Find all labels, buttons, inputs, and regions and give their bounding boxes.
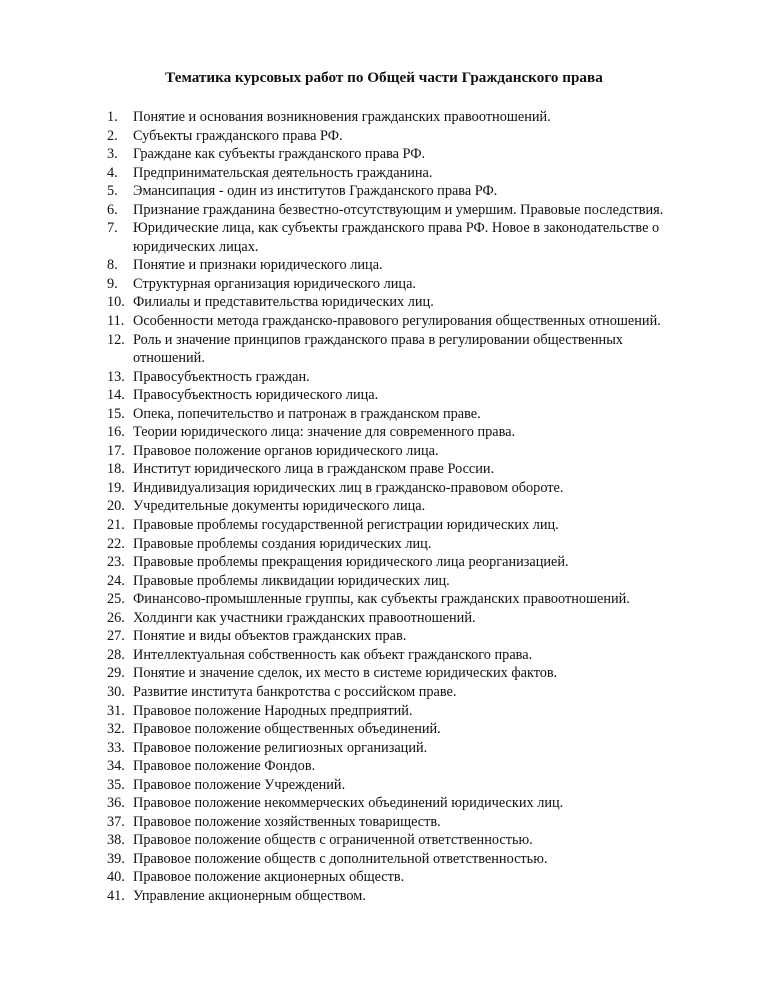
item-number: 41.	[107, 887, 125, 904]
item-text: Теории юридического лица: значение для современного права.	[133, 424, 516, 441]
list-item	[107, 739, 727, 758]
item-number: 35.	[107, 776, 125, 793]
list-item	[107, 590, 727, 609]
item-number: 37.	[107, 813, 125, 830]
item-number: 10.	[107, 294, 125, 311]
item-text: Финансово-промышленные группы, как субъекты гражданских правоотношений.	[133, 591, 630, 608]
item-number: 15.	[107, 405, 125, 422]
item-text: Граждане как субъекты гражданского права РФ.	[133, 146, 426, 163]
list-item	[107, 145, 727, 164]
list-item	[107, 127, 727, 146]
item-text: Индивидуализация юридических лиц в гражданско-правовом обороте.	[133, 479, 564, 496]
item-number: 13.	[107, 368, 125, 385]
item-number: 23.	[107, 554, 125, 571]
item-text: Признание гражданина безвестно-отсутствующим и умершим. Правовые последствия.	[133, 201, 664, 218]
item-number: 11.	[107, 313, 125, 330]
document-title: Тематика курсовых работ по Общей части Гражданского права	[165, 69, 603, 86]
item-number: 9.	[107, 275, 118, 292]
item-text: Правовое положение религиозных организаций.	[133, 739, 428, 756]
list-item	[107, 702, 727, 721]
list-item	[107, 757, 727, 776]
item-number: 14.	[107, 387, 125, 404]
list-item	[107, 293, 727, 312]
item-number: 25.	[107, 591, 125, 608]
list-item	[107, 405, 727, 424]
item-number: 36.	[107, 795, 125, 812]
list-item	[107, 312, 727, 331]
item-number: 29.	[107, 665, 125, 682]
item-number: 17.	[107, 442, 125, 459]
item-number: 19.	[107, 479, 125, 496]
item-number: 18.	[107, 461, 125, 478]
item-number: 4.	[107, 164, 118, 181]
item-number: 31.	[107, 702, 125, 719]
list-item	[107, 535, 727, 554]
list-item	[107, 497, 727, 516]
list-item	[107, 850, 727, 869]
item-number: 32.	[107, 721, 125, 738]
item-number: 2.	[107, 127, 118, 144]
list-item	[107, 683, 727, 702]
item-text: Структурная организация юридического лица.	[133, 275, 416, 292]
item-number: 34.	[107, 758, 125, 775]
list-item	[107, 201, 727, 220]
item-number: 28.	[107, 646, 125, 663]
item-number: 39.	[107, 850, 125, 867]
item-text: Правовое положение Народных предприятий.	[133, 702, 413, 719]
item-text: Правовые проблемы прекращения юридического лица реорганизацией.	[133, 554, 569, 571]
item-number: 26.	[107, 609, 125, 626]
item-text: Юридические лица, как субъекты гражданского права РФ. Новое в законодательстве о	[133, 220, 660, 237]
list-item	[107, 664, 727, 683]
item-text: Развитие института банкротства с российском праве.	[133, 683, 457, 700]
item-number: 22.	[107, 535, 125, 552]
list-item	[107, 386, 727, 405]
item-text: Правовое положение органов юридического лица.	[133, 442, 439, 459]
list-item	[107, 572, 727, 591]
item-text: Предпринимательская деятельность гражданина.	[133, 164, 433, 181]
item-text: Понятие и виды объектов гражданских прав.	[133, 628, 407, 645]
list-item	[107, 813, 727, 832]
item-text: Правосубъектность юридического лица.	[133, 387, 379, 404]
item-text: Понятие и основания возникновения гражданских правоотношений.	[133, 109, 551, 125]
item-text: Правовые проблемы создания юридических лиц.	[133, 535, 432, 552]
item-text: Правовое положение Фондов.	[133, 758, 316, 775]
item-text: Опека, попечительство и патронаж в гражданском праве.	[133, 405, 481, 422]
item-text: Особенности метода гражданско-правового регулирования общественных отношений.	[133, 313, 661, 330]
item-number: 38.	[107, 832, 125, 849]
item-number: 5.	[107, 183, 118, 200]
list-item	[107, 776, 727, 795]
list-item	[107, 108, 727, 127]
list-item	[107, 368, 727, 387]
item-number: 12.	[107, 331, 125, 348]
list-item	[107, 646, 727, 665]
list-item	[107, 609, 727, 628]
item-text: Правовое положение обществ с ограниченной ответственностью.	[133, 832, 533, 849]
list-item	[107, 460, 727, 479]
list-item	[107, 516, 727, 535]
list-item	[107, 423, 727, 442]
item-number: 40.	[107, 869, 125, 886]
item-number: 33.	[107, 739, 125, 756]
item-text: Правовое положение хозяйственных товариществ.	[133, 813, 441, 830]
item-number: 3.	[107, 146, 118, 163]
list-item	[107, 831, 727, 850]
list-item	[107, 442, 727, 461]
list-item	[107, 887, 727, 906]
item-number: 27.	[107, 628, 125, 645]
item-text: Правовое положение Учреждений.	[133, 776, 346, 793]
item-text: Филиалы и представительства юридических лиц.	[133, 294, 434, 311]
item-text: Правовое положение некоммерческих объединений юридических лиц.	[133, 795, 564, 812]
item-text-continuation: юридических лицах.	[133, 238, 259, 255]
item-text: Правовые проблемы ликвидации юридических лиц.	[133, 572, 450, 589]
item-number: 8.	[107, 257, 118, 274]
item-text: Холдинги как участники гражданских правоотношений.	[133, 609, 476, 626]
list-item	[107, 182, 727, 201]
item-text: Правовое положение общественных объединений.	[133, 721, 441, 738]
item-text: Управление акционерным обществом.	[133, 887, 366, 904]
item-text: Понятие и значение сделок, их место в системе юридических фактов.	[133, 665, 558, 682]
list-item	[107, 256, 727, 275]
item-text: Субъекты гражданского права РФ.	[133, 127, 343, 144]
item-number: 30.	[107, 683, 125, 700]
item-text-continuation: отношений.	[133, 350, 205, 367]
item-number: 6.	[107, 201, 118, 218]
item-text: Интеллектуальная собственность как объект гражданского права.	[133, 646, 533, 663]
list-item	[107, 275, 727, 294]
item-number: 24.	[107, 572, 125, 589]
item-text: Понятие и признаки юридического лица.	[133, 257, 383, 274]
item-number: 16.	[107, 424, 125, 441]
item-text: Правовое положение акционерных обществ.	[133, 869, 405, 886]
item-text: Правовые проблемы государственной регистрации юридических лиц.	[133, 517, 559, 534]
list-item	[107, 331, 727, 368]
list-item	[107, 164, 727, 183]
item-text: Правовое положение обществ с дополнительной ответственностью.	[133, 850, 548, 867]
item-number: 1.	[107, 109, 118, 125]
list-item	[107, 794, 727, 813]
topic-list	[107, 108, 727, 906]
list-item	[107, 720, 727, 739]
item-text: Правосубъектность граждан.	[133, 368, 310, 385]
item-number: 7.	[107, 220, 118, 237]
list-item	[107, 553, 727, 572]
item-text: Институт юридического лица в гражданском праве России.	[133, 461, 495, 478]
item-text: Учредительные документы юридического лица.	[133, 498, 426, 515]
item-number: 20.	[107, 498, 125, 515]
list-item	[107, 219, 727, 256]
item-text: Роль и значение принципов гражданского права в регулировании общественных	[133, 331, 623, 348]
list-item	[107, 479, 727, 498]
item-number: 21.	[107, 517, 125, 534]
list-item	[107, 868, 727, 887]
list-item	[107, 627, 727, 646]
item-text: Эмансипация - один из институтов Гражданского права РФ.	[133, 183, 498, 200]
